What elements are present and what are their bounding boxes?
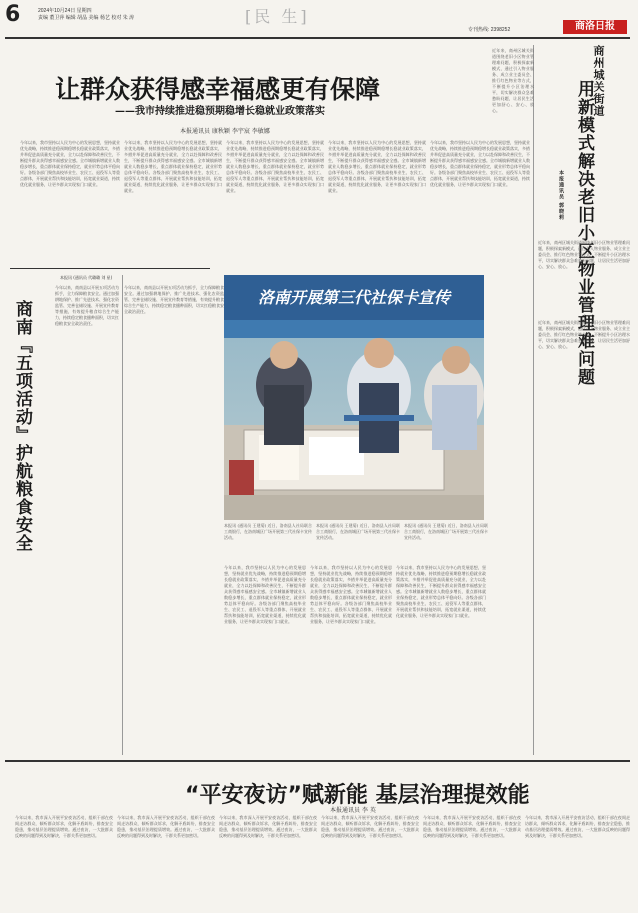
article4-col6: 今年以来，我市深入开展平安夜访活动，组织干部在夜间走访群众，倾听群众诉求，化解矛盾纠纷，排查安全隐患，推动基层治理提质增效。通过夜访，一大批群众反映的问题得到及时解决，干群关系更加密切。 — [525, 815, 630, 838]
article1-byline-text: 本报通讯员 康秋颖 李宇宸 李敏娜 — [180, 128, 270, 135]
photo-caption-col1: 本报讯 (通讯员 王建菊) 近日，洛南县人社局联合工商银行，在洛南城区广场开展第三代社保卡宣传活动。 — [224, 523, 312, 540]
article1-subtitle: ——我市持续推进稳预期稳增长稳就业政策落实 — [115, 106, 325, 117]
article4-col2: 今年以来，我市深入开展平安夜访活动，组织干部在夜间走访群众，倾听群众诉求，化解矛盾纠纷，排查安全隐患，推动基层治理提质增效。通过夜访，一大批群众反映的问题得到及时解决，干群关系更加密切。 — [117, 815, 215, 838]
hotline: 专刊热线: 2398252 — [468, 27, 511, 33]
article3-col3: 近年来，商州区城关街道围绕老旧小区物业管理难问题，积极探索新模式，通过引入物业服务、成立业主委员会、推行红色物业等方式，不断提升小区治理水平，切实解决群众急难愁盼问题，让居民生活更加舒心、安心、放心。 — [538, 320, 630, 349]
article4-col5: 今年以来，我市深入开展平安夜访活动，组织干部在夜间走访群众，倾听群众诉求，化解矛盾纠纷，排查安全隐患，推动基层治理提质增效。通过夜访，一大批群众反映的问题得到及时解决，干群关系更加密切。 — [423, 815, 521, 838]
article1-col2: 今年以来，我市坚持以人民为中心的发展思想，坚持就业优先战略，持续推进稳预期稳增长稳就业政策落实，多措并举促进高质量充分就业，全力以赴保障和改善民生，不断提升群众获得感幸福感安全感。全市城镇新增就业人数稳步增长，重点群体就业保持稳定，就业形势总体平稳向好。各级各部门聚焦高校毕业生、农民工、退役军人等重点群体，开展就业帮扶和技能培训，拓宽就业渠道，持续优化就业服务，让更多群众实现家门口就业。 — [124, 140, 222, 193]
article3-kicker: 商州城关街道 — [592, 45, 605, 117]
page-number: 6 — [5, 2, 21, 27]
date-line — [38, 8, 208, 22]
news-photo — [224, 275, 484, 520]
photo-caption-col3: 本报讯 (通讯员 王建菊) 近日，洛南县人社局联合工商银行，在洛南城区广场开展第三代社保卡宣传活动。 — [404, 523, 488, 540]
issue-date: 2024年10月24日 星期四 — [38, 8, 92, 14]
article2-col2: 今年以来，商南县以开展五项活动为抓手，全力保障粮食安全。通过加强耕地保护、推广先进技术、强化农资监管、完善仓储设施、开展宣传教育等措施，有效提升粮食综合生产能力，持续稳定粮食播种面积，切实扛稳粮食安全政治责任。 — [124, 285, 224, 314]
photo-caption-col2: 本报讯 (通讯员 王建菊) 近日，洛南县人社局联合工商银行，在洛南城区广场开展第三代社保卡宣传活动。 — [316, 523, 400, 540]
article1-col1: 今年以来，我市坚持以人民为中心的发展思想，坚持就业优先战略，持续推进稳预期稳增长稳就业政策落实，多措并举促进高质量充分就业，全力以赴保障和改善民生，不断提升群众获得感幸福感安全感。全市城镇新增就业人数稳步增长，重点群体就业保持稳定，就业形势总体平稳向好。各级各部门聚焦高校毕业生、农民工、退役军人等重点群体，开展就业帮扶和技能培训，拓宽就业渠道，持续优化就业服务，让更多群众实现家门口就业。 — [20, 140, 120, 187]
article3-col1: 近年来，商州区城关街道围绕老旧小区物业管理难问题，积极探索新模式，通过引入物业服务、成立业主委员会、推行红色物业等方式，不断提升小区治理水平，切实解决群众急难愁盼问题，让居民生活更加舒心、安心、放心。 — [492, 48, 534, 113]
article1-lower-col2: 今年以来，我市坚持以人民为中心的发展思想，坚持就业优先战略，持续推进稳预期稳增长稳就业政策落实，多措并举促进高质量充分就业，全力以赴保障和改善民生，不断提升群众获得感幸福感安全感。全市城镇新增就业人数稳步增长，重点群体就业保持稳定，就业形势总体平稳向好。各级各部门聚焦高校毕业生、农民工、退役军人等重点群体，开展就业帮扶和技能培训，拓宽就业渠道，持续优化就业服务，让更多群众实现家门口就业。 — [310, 565, 392, 624]
editor-credits: 责编 董卫萍 编辑 胡晶 美编 杨艺 校对 朱 涛 — [38, 15, 135, 21]
header-rule — [5, 37, 630, 39]
article4-title: “平安夜访”赋新能 基层治理提效能 — [185, 783, 530, 808]
article2-rule — [10, 268, 210, 269]
article1-lower-col3: 今年以来，我市坚持以人民为中心的发展思想，坚持就业优先战略，持续推进稳预期稳增长稳就业政策落实，多措并举促进高质量充分就业，全力以赴保障和改善民生，不断提升群众获得感幸福感安全感。全市城镇新增就业人数稳步增长，重点群体就业保持稳定，就业形势总体平稳向好。各级各部门聚焦高校毕业生、农民工、退役军人等重点群体，开展就业帮扶和技能培训，拓宽就业渠道，持续优化就业服务，让更多群众实现家门口就业。 — [396, 565, 486, 618]
photo-scene — [224, 275, 484, 520]
article4-col1: 今年以来，我市深入开展平安夜访活动，组织干部在夜间走访群众，倾听群众诉求，化解矛盾纠纷，排查安全隐患，推动基层治理提质增效。通过夜访，一大批群众反映的问题得到及时解决，干群关系更加密切。 — [15, 815, 113, 838]
article3-byline: 本报通讯员 郭晓莉 — [558, 170, 564, 221]
article2-title: 商南『五项活动』护航粮食安全 — [12, 300, 32, 552]
article3-title: 用新模式解决老旧小区物业管理难问题 — [574, 80, 594, 386]
article3-col2: 近年来，商州区城关街道围绕老旧小区物业管理难问题，积极探索新模式，通过引入物业服务、成立业主委员会、推行红色物业等方式，不断提升小区治理水平，切实解决群众急难愁盼问题，让居民生活更加舒心、安心、放心。 — [538, 240, 630, 269]
article4-col4: 今年以来，我市深入开展平安夜访活动，组织干部在夜间走访群众，倾听群众诉求，化解矛盾纠纷，排查安全隐患，推动基层治理提质增效。通过夜访，一大批群众反映的问题得到及时解决，干群关系更加密切。 — [321, 815, 419, 838]
photo-banner: 洛南开展第三代社保卡宣传 — [257, 288, 450, 307]
article1-col5: 今年以来，我市坚持以人民为中心的发展思想，坚持就业优先战略，持续推进稳预期稳增长稳就业政策落实，多措并举促进高质量充分就业，全力以赴保障和改善民生，不断提升群众获得感幸福感安全感。全市城镇新增就业人数稳步增长，重点群体就业保持稳定，就业形势总体平稳向好。各级各部门聚焦高校毕业生、农民工、退役军人等重点群体，开展就业帮扶和技能培训，拓宽就业渠道，持续优化就业服务，让更多群众实现家门口就业。 — [430, 140, 530, 187]
article1-col3: 今年以来，我市坚持以人民为中心的发展思想，坚持就业优先战略，持续推进稳预期稳增长稳就业政策落实，多措并举促进高质量充分就业，全力以赴保障和改善民生，不断提升群众获得感幸福感安全感。全市城镇新增就业人数稳步增长，重点群体就业保持稳定，就业形势总体平稳向好。各级各部门聚焦高校毕业生、农民工、退役军人等重点群体，开展就业帮扶和技能培训，拓宽就业渠道，持续优化就业服务，让更多群众实现家门口就业。 — [226, 140, 324, 193]
article1-lower-col1: 今年以来，我市坚持以人民为中心的发展思想，坚持就业优先战略，持续推进稳预期稳增长稳就业政策落实，多措并举促进高质量充分就业，全力以赴保障和改善民生，不断提升群众获得感幸福感安全感。全市城镇新增就业人数稳步增长，重点群体就业保持稳定，就业形势总体平稳向好。各级各部门聚焦高校毕业生、农民工、退役军人等重点群体，开展就业帮扶和技能培训，拓宽就业渠道，持续优化就业服务，让更多群众实现家门口就业。 — [224, 565, 306, 624]
article4-col3: 今年以来，我市深入开展平安夜访活动，组织干部在夜间走访群众，倾听群众诉求，化解矛盾纠纷，排查安全隐患，推动基层治理提质增效。通过夜访，一大批群众反映的问题得到及时解决，干群关系更加密切。 — [219, 815, 317, 838]
newspaper-logo: 商洛日报 — [563, 20, 627, 34]
article2-col1: 今年以来，商南县以开展五项活动为抓手，全力保障粮食安全。通过加强耕地保护、推广先进技术、强化农资监管、完善仓储设施、开展宣传教育等措施，有效提升粮食综合生产能力，持续稳定粮食播种面积，切实扛稳粮食安全政治责任。 — [55, 285, 119, 326]
article4-byline: 本报通讯员 李 英 — [330, 807, 376, 814]
article2-divider — [122, 275, 123, 755]
article1-col4: 今年以来，我市坚持以人民为中心的发展思想，坚持就业优先战略，持续推进稳预期稳增长稳就业政策落实，多措并举促进高质量充分就业，全力以赴保障和改善民生，不断提升群众获得感幸福感安全感。全市城镇新增就业人数稳步增长，重点群体就业保持稳定，就业形势总体平稳向好。各级各部门聚焦高校毕业生、农民工、退役军人等重点群体，开展就业帮扶和技能培训，拓宽就业渠道，持续优化就业服务，让更多群众实现家门口就业。 — [328, 140, 426, 193]
article1-title: 让群众获得感幸福感更有保障 — [55, 75, 381, 104]
article2-byline: 本报讯 (通讯员 代璐璐 刘 星) — [60, 275, 113, 280]
article4-rule — [5, 760, 630, 762]
section-title: [民 生] — [245, 7, 310, 26]
